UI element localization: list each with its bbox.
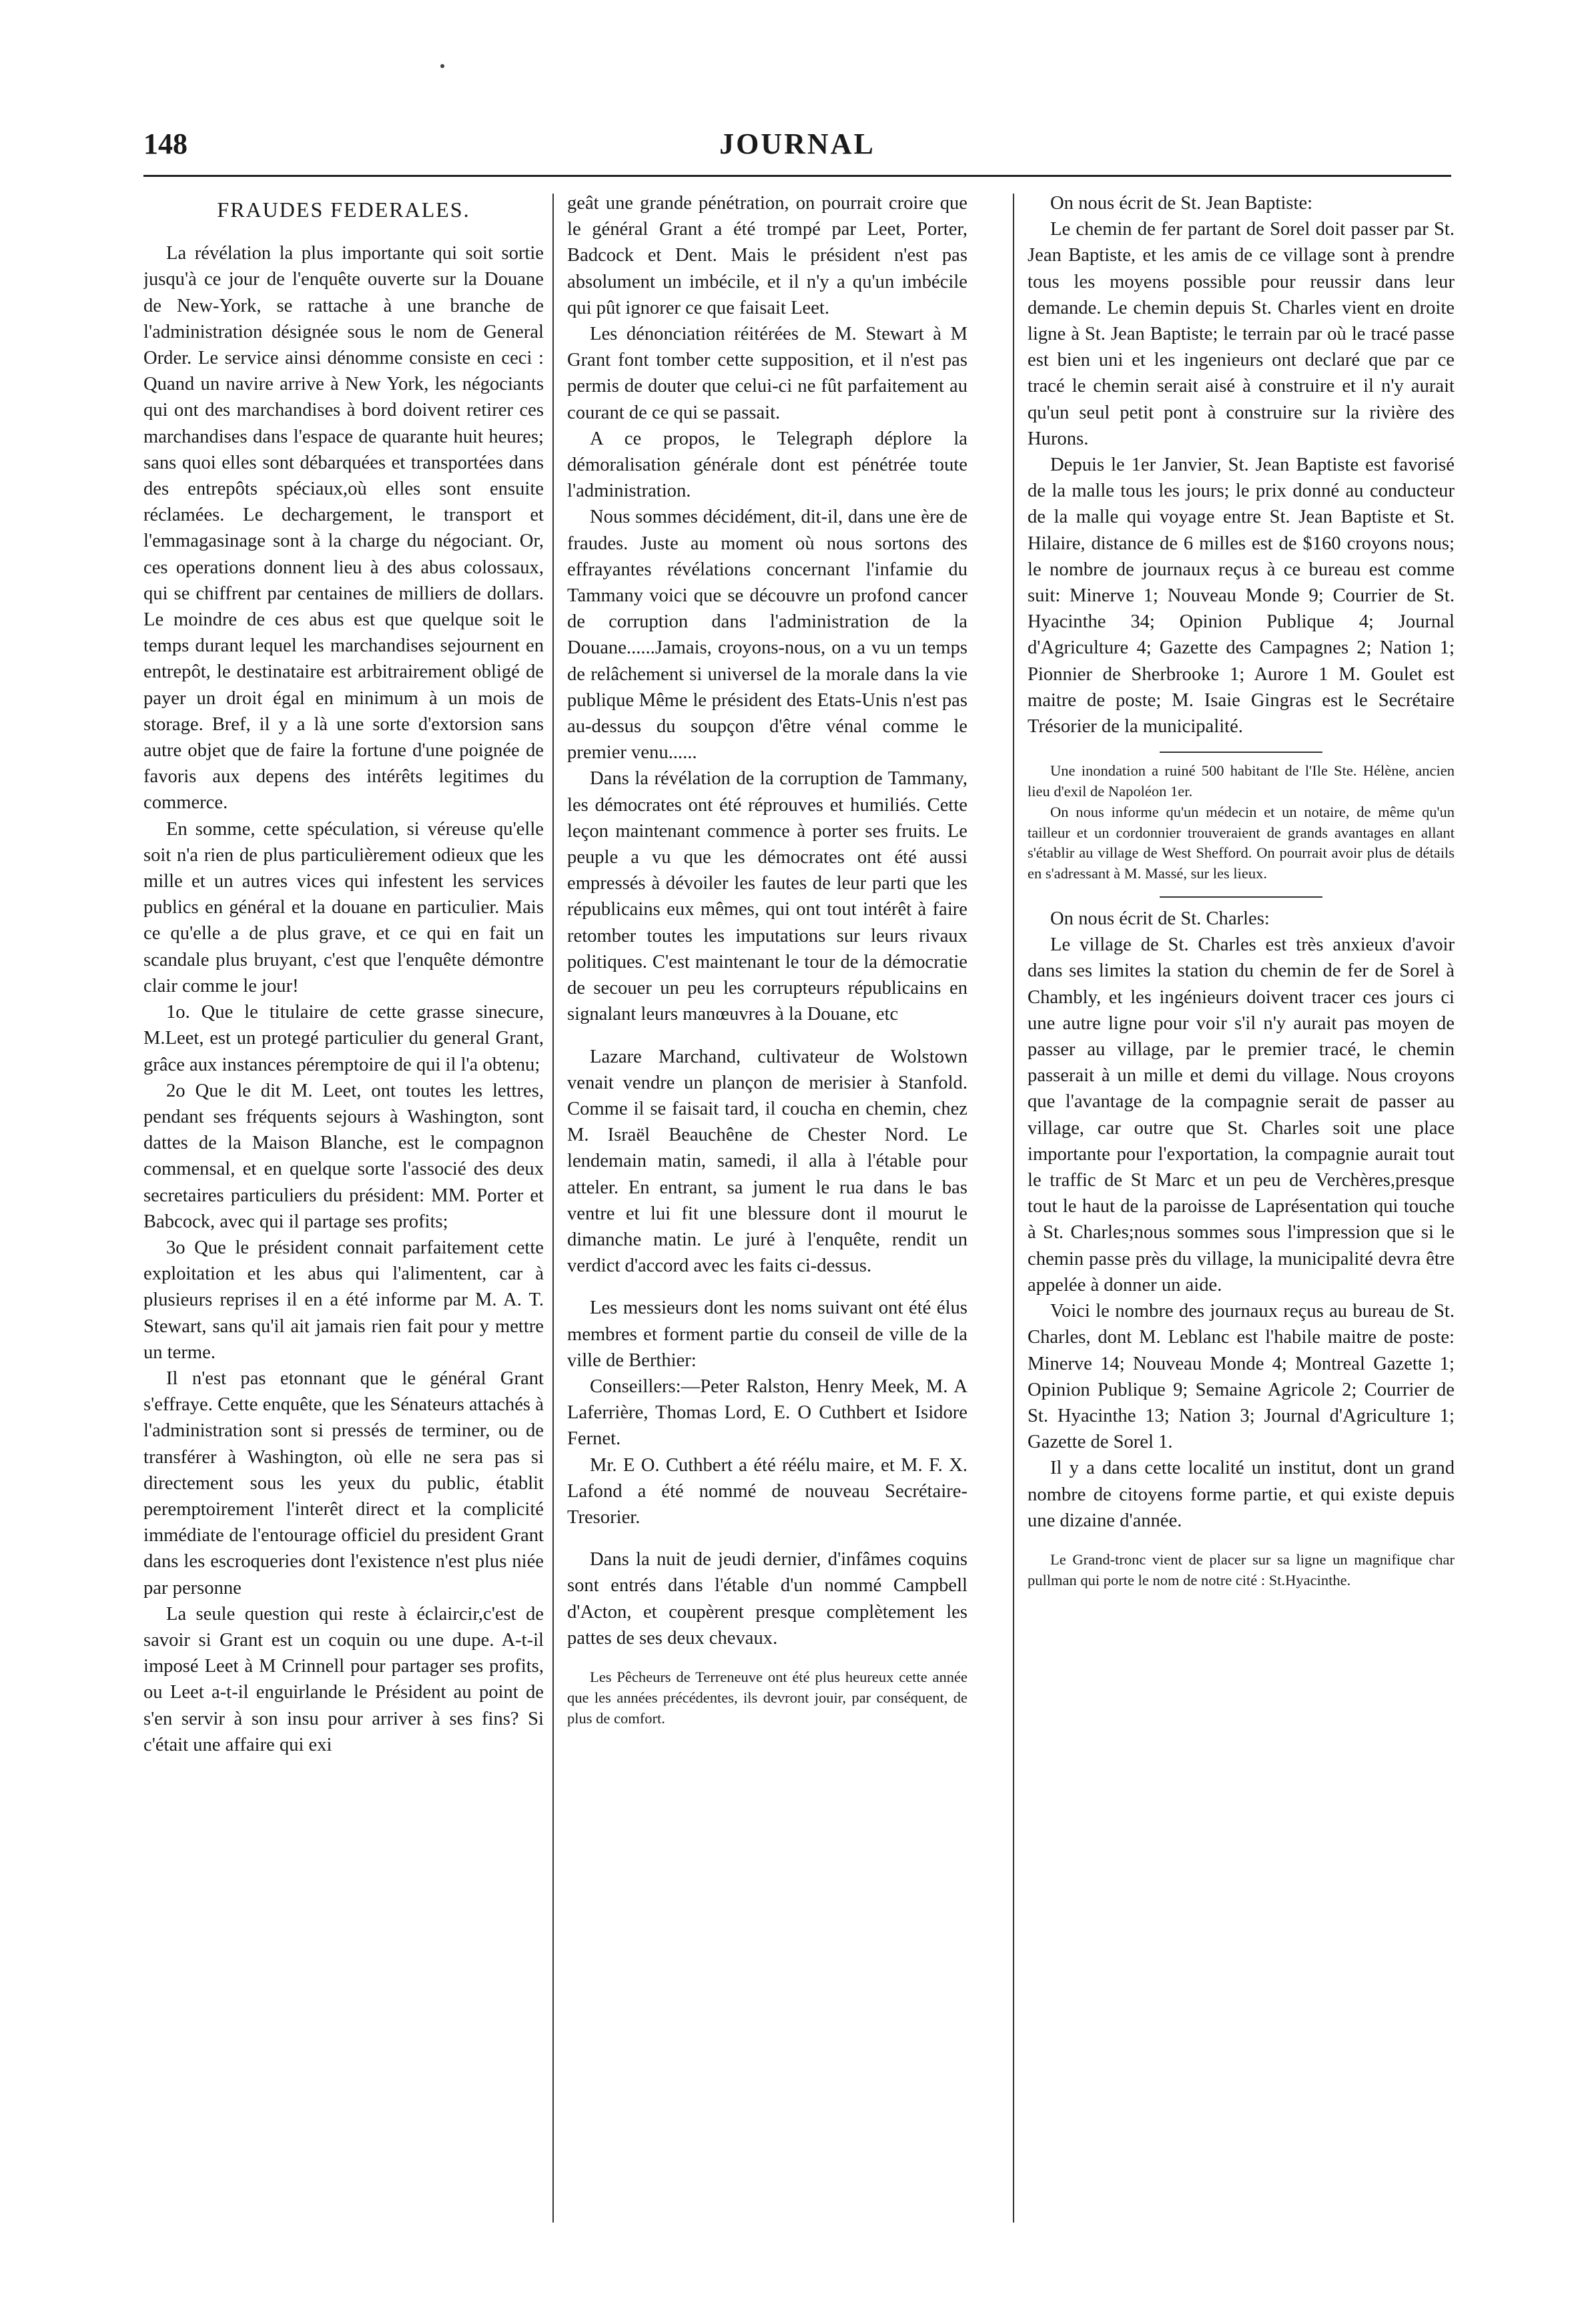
article-paragraph: Il n'est pas etonnant que le général Grant s'effraye. Cette enquête, que les Sénateurs attachés à l'administration sont si pressés de terminer, ou de transférer à Washington, où elle ne sera pas si directement sous les yeux du public, établit peremptoirement l'interêt direct et la complicité immédiate de l'entourage officiel du president Grant dans les escroqueries dont l'existence n'est plus niée par personne — [143, 1368, 544, 1599]
brief-item: On nous informe qu'un médecin et un notaire, de même qu'un tailleur et un cordonnier trouveraient de grands avantages en allant s'établir au village de West Shefford. On pourrait avoir plus de détails en s'adressant à M. Massé, sur les lieux. — [1028, 803, 1455, 882]
article-paragraph: 2o Que le dit M. Leet, ont toutes les lettres, pendant ses fréquents sejours à Washington, sont dattes de la Maison Blanche, est le compagnon commensal, et en quelque sorte l'associé des deux secretaires particuliers du président: MM. Porter et Babcock, avec qui il partage ses profits; — [143, 1080, 544, 1232]
article-paragraph: Voici le nombre des journaux reçus au bureau de St. Charles, dont M. Leblanc est l'habile maitre de poste: Minerve 14; Nouveau Monde 4; Montreal Gazette 1; Opinion Publique 9; Semaine Agricole 2; Courrier de St. Hyacinthe 13; Nation 3; Journal d'Agriculture 1; Gazette de Sorel 1. — [1028, 1301, 1455, 1453]
section-separator — [1160, 896, 1322, 898]
article-conseil: Les messieurs dont les noms suivant ont été élus membres et forment partie du conseil de ville de la ville de Berthier: — [567, 1297, 967, 1371]
article-paragraph: Nous sommes décidément, dit-il, dans une ère de fraudes. Juste au moment où nous sortons des effrayantes révélations concernant l'infamie du Tammany voici que se découvre un profond cancer de corruption dans l'administration de la Douane......Jamais, croyons-nous, on a vu un temps de relâchement si universel de la morale dans la vie publique Même le président des Etats-Unis n'est pas au-dessus du soupçon d'être vénal comme le premier venu...... — [567, 507, 967, 764]
article-paragraph: On nous écrit de St. Jean Baptiste: — [1050, 193, 1313, 214]
column-1 — [143, 190, 544, 2233]
article-paragraph: Le village de St. Charles est très anxieux d'avoir dans ses limites la station du chemin de fer de Sorel à Chambly, et les ingénieurs doivent tracer ces jours ci une autre ligne pour voir s'il n'y aurait pas moyen de passer au village, par le premier tracé, le chemin passerait à un mille et demi du village. Nous croyons que l'avantage de la compagnie serait de passer au village, car outre que St. Charles soit une place importante pour l'exportation, la compagnie aurait tout le traffic de St Marc et un peu de Verchères,presque tout le haut de la paroisse de Laprésentation qui touche à St. Charles;nous sommes sous l'impression que si le chemin passe près du village, la municipalité devra être appelée à donner un aide. — [1028, 934, 1455, 1295]
article-paragraph: Il y a dans cette localité un institut, dont un grand nombre de citoyens forme partie, et qui existe depuis une dizaine d'année. — [1028, 1458, 1455, 1531]
article-paragraph: Le chemin de fer partant de Sorel doit passer par St. Jean Baptiste, et les amis de ce village sont à prendre tous les moyens possible pour reussir dans leur demande. Le chemin depuis St. Charles vient en droite ligne à St. Jean Baptiste; le terrain par où le tracé passe est bien uni et les ingenieurs ont declaré que par ce tracé le chemin serait aisé à construire et il n'y aurait qu'un seul petit pont à construire sur la rivière des Hurons. — [1028, 219, 1455, 449]
article-lazare: Lazare Marchand, cultivateur de Wolstown venait vendre un plançon de merisier à Stanfold. Comme il se faisait tard, il coucha en chemin, chez M. Israël Beauchêne de Chester Nord. Le lendemain matin, samedi, il alla à l'étable pour atteler. En entrant, sa jument le rua dans le bas ventre et lui fit une blessure dont il mourut le dimanche matin. Le juré à l'enquête, rendit un verdict d'accord avec les faits ci-dessus. — [567, 1046, 967, 1277]
column-rule — [1013, 194, 1014, 2223]
article-paragraph: Conseillers:—Peter Ralston, Henry Meek, M. A Laferrière, Thomas Lord, E. O Cuthbert et Isidore Fernet. — [567, 1376, 967, 1450]
brief-terreneuve: Les Pêcheurs de Terreneuve ont été plus heureux cette année que les années précédentes, ils devront jouir, par conséquent, de plus de comfort. — [567, 1668, 967, 1727]
brief-item: Une inondation a ruiné 500 habitant de l'Ile Ste. Hélène, ancien lieu d'exil de Napoléon 1er. — [1028, 762, 1455, 800]
page-number: 148 — [143, 127, 187, 160]
header-rule — [143, 175, 1451, 177]
article-paragraph: Les dénonciation réitérées de M. Stewart à M Grant font tomber cette supposition, et il n'est pas permis de douter que celui-ci ne fût parfaitement au courant de ce qui se passait. — [567, 324, 967, 423]
column-3 — [1028, 190, 1455, 2233]
brief-grand-tronc: Le Grand-tronc vient de placer sur sa ligne un magnifique char pullman qui porte le nom de notre cité : St.Hyacinthe. — [1028, 1550, 1455, 1588]
article-paragraph: 1o. Que le titulaire de cette grasse sinecure, M.Leet, est un protegé particulier du general Grant, grâce aux instances péremptoire de qui il l'a obtenu; — [143, 1002, 544, 1075]
article-paragraph: Depuis le 1er Janvier, St. Jean Baptiste est favorisé de la malle tous les jours; le prix donné au conducteur de la malle qui voyage entre St. Jean Baptiste et St. Hilaire, distance de 6 milles est de $160 croyons nous; le nombre de journaux reçus à ce bureau est comme suit: Minerve 1; Nouveau Monde 9; Courrier de St. Hyacinthe 34; Opinion Publique 4; Journal d'Agriculture 4; Gazette des Campagnes 2; Nation 1; Pionnier de Sherbrooke 1; Aurore 1 M. Goulet est maitre de poste; M. Isaie Gingras est le Secrétaire Trésorier de la municipalité. — [1028, 455, 1455, 738]
article-paragraph: A ce propos, le Telegraph déplore la démoralisation générale dont est pénétrée toute l'administration. — [567, 428, 967, 502]
section-separator — [1160, 752, 1322, 753]
article-paragraph: On nous écrit de St. Charles: — [1050, 908, 1270, 930]
column-rule — [552, 194, 554, 2223]
article-acton: Dans la nuit de jeudi dernier, d'infâmes coquins sont entrés dans l'étable d'un nommé Campbell d'Acton, et coupèrent presque complètement les pattes de ses deux chevaux. — [567, 1549, 967, 1649]
article-paragraph: En somme, cette spéculation, si véreuse qu'elle soit n'a rien de plus particulièrement odieux que les mille et un autres vices qui infestent les services publics en général et la douane en particulier. Mais ce qu'elle a de plus grave, et ce qui en fait un scandale plus bruyant, c'est que l'enquête démontre clair comme le jour! — [143, 818, 544, 996]
print-speck — [440, 64, 444, 68]
article-paragraph: Mr. E O. Cuthbert a été réélu maire, et M. F. X. Lafond a été nommé de nouveau Secrétaire-Tresorier. — [567, 1454, 967, 1528]
article-title: FRAUDES FEDERALES. — [217, 198, 470, 222]
article-paragraph: 3o Que le président connait parfaitement cette exploitation et les abus qui l'alimentent, car à plusieurs reprises il en a été informe par M. A. T. Stewart, sans qu'il ait jamais rien fait pour y mettre un terme. — [143, 1237, 544, 1363]
article-paragraph: geât une grande pénétration, on pourrait croire que le général Grant a été trompé par Leet, Porter, Badcock et Dent. Mais le président n'est pas absolument un imbécile, et il n'y a qu'un imbécile qui pût ignorer ce que faisait Leet. — [567, 193, 967, 318]
article-paragraph: Dans la révélation de la corruption de Tammany, les démocrates ont été réprouves et humiliés. Cette leçon maintenant commence à porter ses fruits. Le peuple a vu que les démocrates ont été aussi empressés à dévoiler les fautes de leur parti que les républicains eux mêmes, qui ont tout intérêt à faire retomber toutes les imputations sur leurs rivaux politiques. C'est maintenant le tour de la démocratie de secouer un peu les corrupteurs républicains en signalant leurs manœuvres à la Douane, etc — [567, 768, 967, 1025]
column-2 — [567, 190, 967, 2233]
page-header — [143, 127, 1451, 167]
article-paragraph: La seule question qui reste à éclaircir,c'est de savoir si Grant est un coquin ou une dupe. A-t-il imposé Leet à M Crinnell pour partager ses profits, ou Leet a-t-il enguirlande le Président au point de s'en servir à son insu pour arriver à ses fins? Si c'était une affaire qui exi — [143, 1603, 544, 1755]
running-title: JOURNAL — [719, 127, 875, 160]
article-paragraph: La révélation la plus importante qui soit sortie jusqu'à ce jour de l'enquête ouverte sur la Douane de New-York, se rattache à une branche de l'administration désignée sous le nom de General Order. Le service ainsi dénomme consiste en ceci : Quand un navire arrive à New York, les négociants qui ont des marchandises à bord doivent retirer ces marchandises dans l'espace de quarante huit heures; sans quoi elles sont débarquées et transportées dans des entrepôts spéciaux,où elles sont ensuite réclamées. Le dechargement, le transport et l'emmagasinage sont à la charge du négociant. Or, ces operations donnent lieu à des abus colossaux, qui se chiffrent par centaines de milliers de dollars. Le moindre de ces abus est que quelque soit le temps durant lequel les marchandises sejournent en entrepôt, le destinataire est arbitrairement obligé de payer un droit égal en minimum à un mois de storage. Bref, il y a là une sorte d'extorsion sans autre objet que de faire la fortune d'une poignée de favoris aux depens des intérêts legitimes du commerce. — [143, 243, 544, 814]
